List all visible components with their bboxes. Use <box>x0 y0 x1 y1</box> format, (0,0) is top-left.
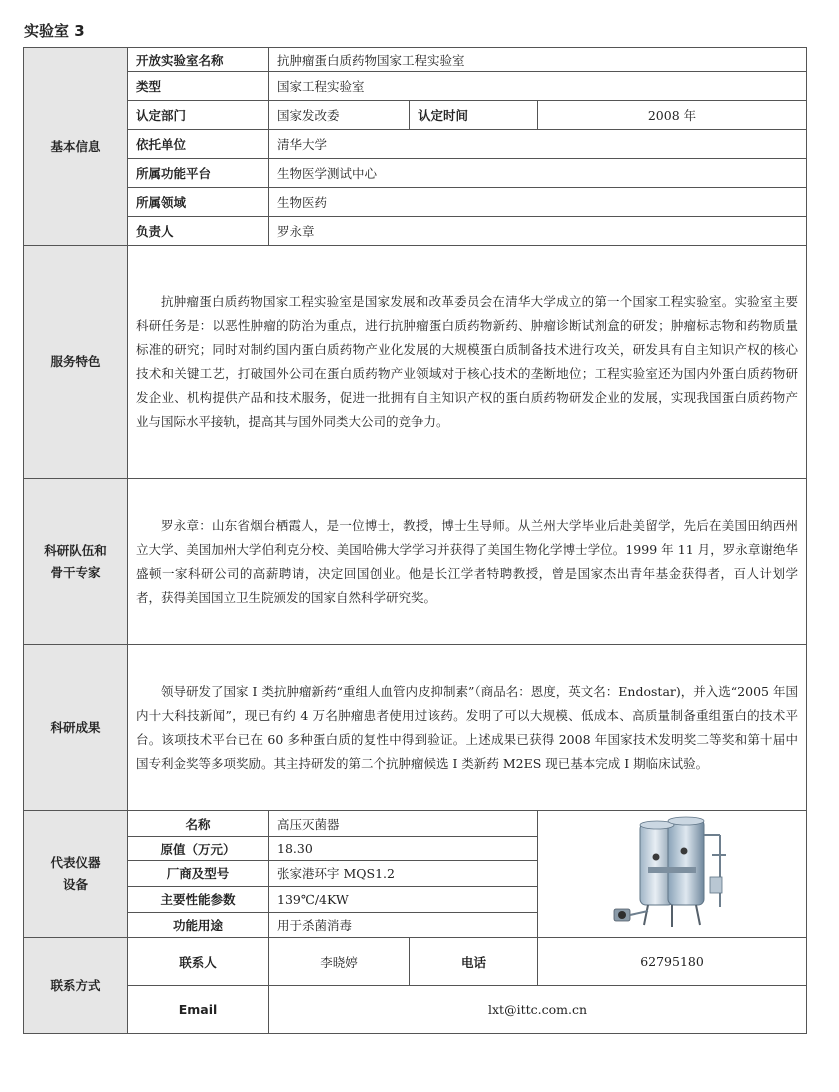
label-instrument-model: 厂商及型号 <box>128 860 269 886</box>
row-instrument-name <box>24 811 807 837</box>
section-team-line2: 骨干专家 <box>50 564 101 580</box>
label-instrument-name: 名称 <box>128 811 269 837</box>
results-paragraph: 领导研发了国家 I 类抗肿瘤新药“重组人血管内皮抑制素”（商品名：恩度，英文名：Endostar)，并入选“2005 年国内十大科技新闻”，现已有约 4 万名肿瘤患者使用过该药。发明了可以大规模、低成本、高质量制备重组蛋白的技术平台。该项技术平台已在 60 多种蛋白质的复性中得到验证。上述成果已获得 2008 年国家技术发明奖二等奖和第十届中国专利金奖等多项奖励。其主持研发的第二个抗肿瘤候选 I 类新药 M2ES 现已基本完成 I 期临床试验。 <box>136 683 798 771</box>
label-department: 认定部门 <box>128 101 269 130</box>
section-team-line1: 科研队伍和 <box>44 542 107 558</box>
value-platform: 生物医学测试中心 <box>269 159 807 188</box>
row-director <box>24 217 807 246</box>
value-director: 罗永章 <box>269 217 807 246</box>
row-results <box>24 645 807 811</box>
value-type: 国家工程实验室 <box>269 72 807 101</box>
page-heading: 实验室 3 <box>24 22 85 40</box>
row-department <box>24 101 807 130</box>
value-email[interactable]: lxt@ittc.com.cn <box>269 986 807 1034</box>
label-approval-time: 认定时间 <box>410 101 538 130</box>
row-contact-person <box>24 938 807 986</box>
section-instrument-line2: 设备 <box>62 877 88 892</box>
label-host-unit: 依托单位 <box>128 130 269 159</box>
value-approval-time: 2008 年 <box>538 101 807 130</box>
section-contact: 联系方式 <box>24 938 128 1034</box>
row-lab-name <box>24 48 807 72</box>
team-text-cell <box>128 479 807 645</box>
label-instrument-usage: 功能用途 <box>128 912 269 937</box>
label-email: Email <box>128 986 269 1034</box>
value-instrument-name: 高压灭菌器 <box>269 811 538 837</box>
lab-info-table <box>23 47 807 1034</box>
section-results: 科研成果 <box>24 645 128 811</box>
results-text-cell <box>128 645 807 811</box>
row-platform <box>24 159 807 188</box>
section-team <box>24 479 128 645</box>
row-field <box>24 188 807 217</box>
label-platform: 所属功能平台 <box>128 159 269 188</box>
service-text-cell <box>128 246 807 479</box>
label-field: 所属领域 <box>128 188 269 217</box>
value-phone: 62795180 <box>538 938 807 986</box>
label-phone: 电话 <box>410 938 538 986</box>
label-contact-person: 联系人 <box>128 938 269 986</box>
value-instrument-usage: 用于杀菌消毒 <box>269 912 538 937</box>
section-instrument <box>24 811 128 938</box>
label-lab-name: 开放实验室名称 <box>128 48 269 72</box>
label-instrument-params: 主要性能参数 <box>128 887 269 912</box>
row-host-unit <box>24 130 807 159</box>
sterilizer-image <box>592 815 752 933</box>
section-service: 服务特色 <box>24 246 128 479</box>
label-type: 类型 <box>128 72 269 101</box>
instrument-image-cell <box>538 811 807 938</box>
value-lab-name: 抗肿瘤蛋白质药物国家工程实验室 <box>269 48 807 72</box>
value-department: 国家发改委 <box>269 101 410 130</box>
row-team <box>24 479 807 645</box>
row-type <box>24 72 807 101</box>
team-paragraph: 罗永章：山东省烟台栖霞人，是一位博士，教授，博士生导师。从兰州大学毕业后赴美留学，先后在美国田纳西州立大学、美国加州大学伯利克分校、美国哈佛大学学习并获得了美国生物化学博士学位。1999 年 11 月，罗永章谢绝华盛顿一家科研公司的高薪聘请，决定回国创业。他是长江学者特聘教授，曾是国家杰出青年基金获得者，百人计划学者，获得美国国立卫生院颁发的国家自然科学研究奖。 <box>136 517 798 605</box>
value-instrument-price: 18.30 <box>269 837 538 860</box>
section-basic-info: 基本信息 <box>24 48 128 246</box>
value-instrument-model: 张家港环宇 MQS1.2 <box>269 860 538 886</box>
service-paragraph: 抗肿瘤蛋白质药物国家工程实验室是国家发展和改革委员会在清华大学成立的第一个国家工程实验室。实验室主要科研任务是：以恶性肿瘤的防治为重点，进行抗肿瘤蛋白质药物新药、肿瘤诊断试剂盒的研发；肿瘤标志物和药物质量标准的研究；同时对制约国内蛋白质药物产业化发展的大规模蛋白质制备技术进行攻关，研发具有自主知识产权的核心技术和关键工艺，打破国外公司在蛋白质药物产业领域对于核心技术的垄断地位；工程实验室还为国内外蛋白质药物研发企业、机构提供产品和技术服务，促进一批拥有自主知识产权的蛋白质药物研发企业的发展，实现我国蛋白质药物产业与国际水平接轨，提高其与国外同类大公司的竞争力。 <box>136 294 798 429</box>
value-contact-person: 李晓婷 <box>269 938 410 986</box>
section-instrument-line1: 代表仪器 <box>50 855 101 870</box>
value-host-unit: 清华大学 <box>269 130 807 159</box>
label-instrument-price: 原值（万元） <box>128 837 269 860</box>
row-email <box>24 986 807 1034</box>
value-field: 生物医药 <box>269 188 807 217</box>
row-service <box>24 246 807 479</box>
value-instrument-params: 139℃/4KW <box>269 887 538 912</box>
label-director: 负责人 <box>128 217 269 246</box>
